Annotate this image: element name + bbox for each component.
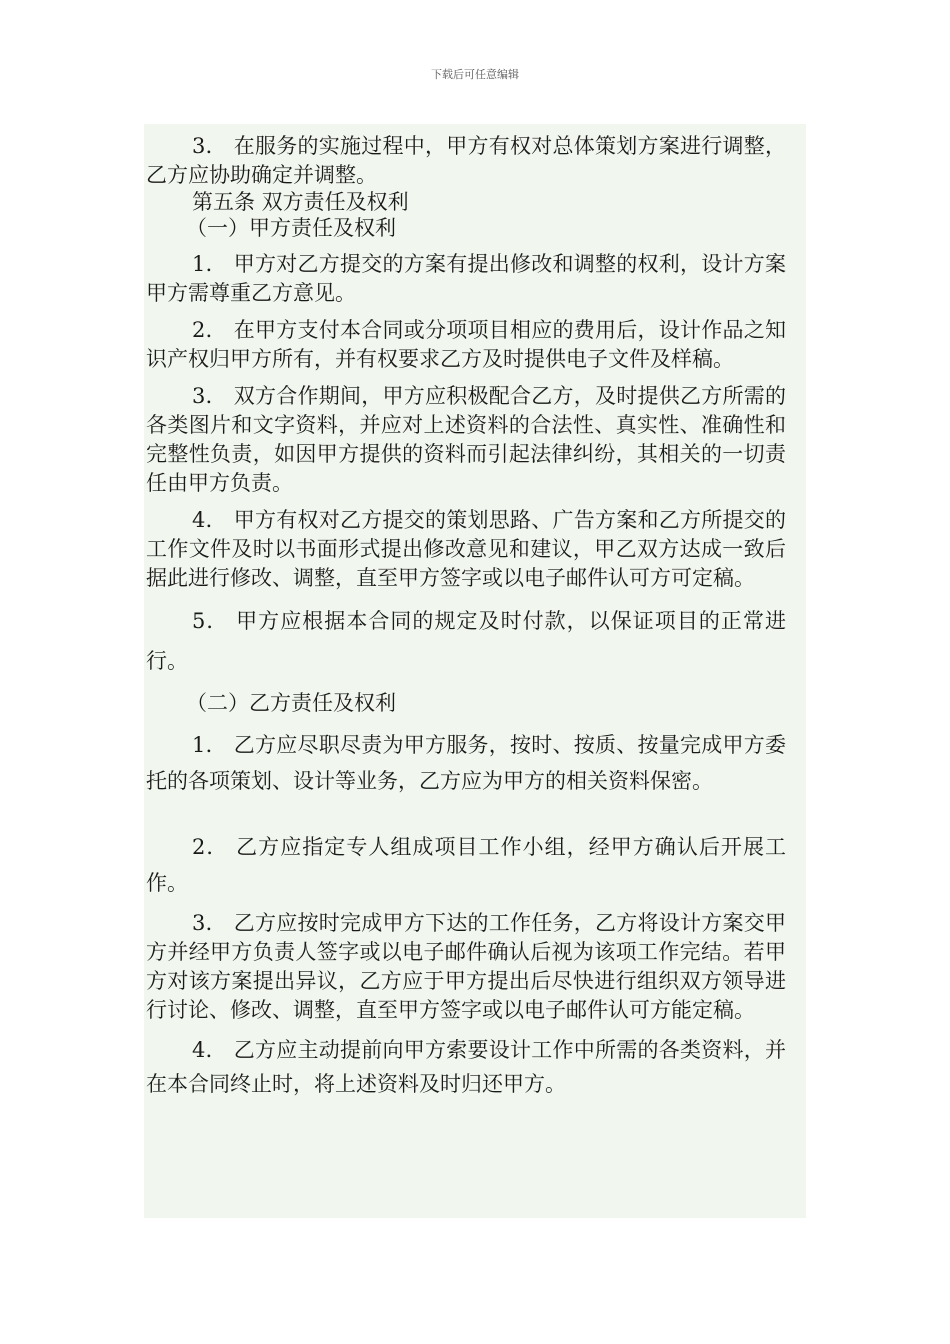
party-a-item-5: 5． 甲方应根据本合同的规定及时付款，以保证项目的正常进行。 bbox=[146, 609, 786, 673]
party-b-item-3: 3． 乙方应按时完成甲方下达的工作任务，乙方将设计方案交甲方并经甲方负责人签字或以电子邮件确认后视为该项工作完结。若甲方对该方案提出异议，乙方应于甲方提出后尽快进行组织双方领导进行讨论、修改、调整，直至甲方签字或以电子邮件认可方能定稿。 bbox=[146, 911, 786, 1022]
party-a-item-2: 2． 在甲方支付本合同或分项项目相应的费用后，设计作品之知识产权归甲方所有，并有权要求乙方及时提供电子文件及样稿。 bbox=[146, 318, 786, 371]
section-party-a-title: （一）甲方责任及权利 bbox=[186, 216, 396, 240]
party-a-item-4: 4． 甲方有权对乙方提交的策划思路、广告方案和乙方所提交的工作文件及时以书面形式提出修改意见和建议，甲乙双方达成一致后据此进行修改、调整，直至甲方签字或以电子邮件认可方可定稿。 bbox=[146, 508, 786, 590]
party-a-item-3: 3． 双方合作期间，甲方应积极配合乙方，及时提供乙方所需的各类图片和文字资料，并应对上述资料的合法性、真实性、准确性和完整性负责，如因甲方提供的资料而引起法律纠纷，其相关的一切责任由甲方负责。 bbox=[146, 384, 786, 495]
clause-3-adjustment: 3． 在服务的实施过程中，甲方有权对总体策划方案进行调整，乙方应协助确定并调整。 bbox=[146, 134, 786, 187]
section-party-b-title: （二）乙方责任及权利 bbox=[186, 691, 396, 715]
article-5-title: 第五条 双方责任及权利 bbox=[192, 190, 409, 214]
party-b-item-1: 1． 乙方应尽职尽责为甲方服务，按时、按质、按量完成甲方委托的各项策划、设计等业务，乙方应为甲方的相关资料保密。 bbox=[146, 733, 786, 793]
party-b-item-4: 4． 乙方应主动提前向甲方索要设计工作中所需的各类资料，并在本合同终止时，将上述资料及时归还甲方。 bbox=[146, 1038, 786, 1096]
document-body bbox=[144, 124, 806, 1218]
party-a-item-1: 1． 甲方对乙方提交的方案有提出修改和调整的权利，设计方案甲方需尊重乙方意见。 bbox=[146, 252, 786, 305]
party-b-item-2: 2． 乙方应指定专人组成项目工作小组，经甲方确认后开展工作。 bbox=[146, 835, 786, 895]
header-note: 下载后可任意编辑 bbox=[431, 68, 519, 81]
